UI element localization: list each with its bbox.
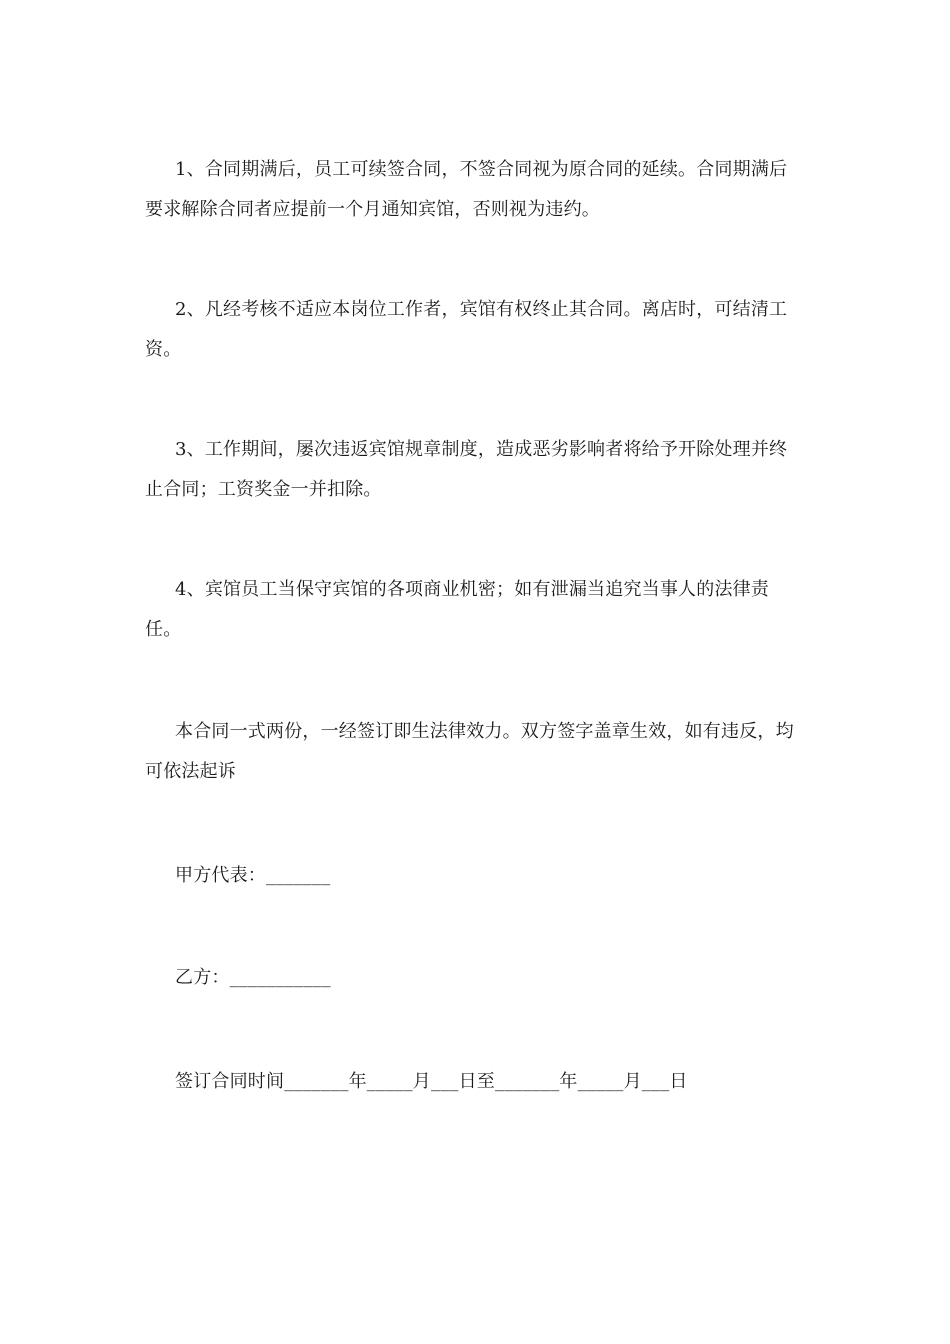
clause-1: 1、合同期满后，员工可续签合同，不签合同视为原合同的延续。合同期满后要求解除合同者应提前一个月通知宾馆，否则视为违约。 <box>145 159 788 220</box>
clause-4: 4、宾馆员工当保守宾馆的各项商业机密；如有泄漏当追究当事人的法律责任。 <box>145 579 770 640</box>
clause-2: 2、凡经考核不适应本岗位工作者，宾馆有权终止其合同。离店时，可结清工资。 <box>145 299 788 360</box>
party-a-signature-line: 甲方代表：_______ <box>175 865 331 886</box>
clause-3: 3、工作期间，屡次违返宾馆规章制度，造成恶劣影响者将给予开除处理并终止合同；工资奖金一并扣除。 <box>145 439 788 500</box>
sign-date-line: 签订合同时间_______年_____月___日至_______年_____月___日 <box>175 1071 688 1092</box>
closing-paragraph: 本合同一式两份，一经签订即生法律效力。双方签字盖章生效，如有违反，均可依法起诉 <box>145 721 794 782</box>
party-b-signature-line: 乙方：___________ <box>175 967 331 988</box>
